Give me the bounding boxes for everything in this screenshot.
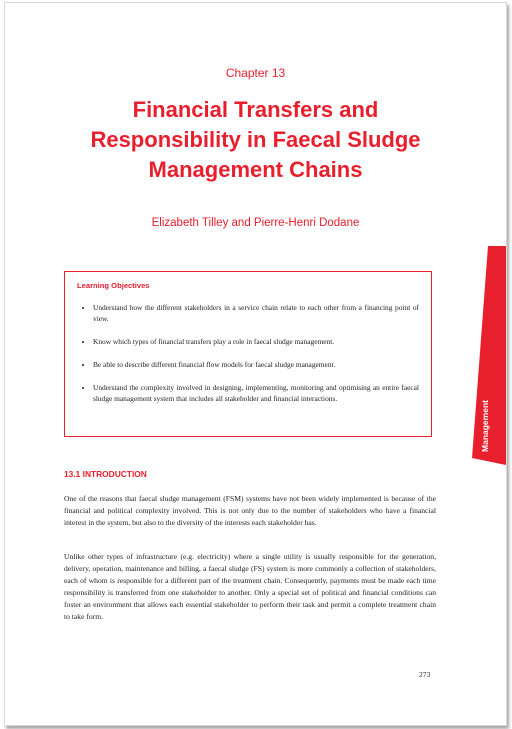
objective-item: • Understand how the different stakeholders in a service chain relate to each other from a financing point of view. <box>93 302 419 324</box>
objective-item: • Be able to describe different financial flow models for faecal sludge management. <box>93 359 419 370</box>
side-tab-label: Management <box>480 400 490 452</box>
body-paragraph: One of the reasons that faecal sludge management (FSM) systems have not been widely implemented is because of the financial and political complexity involved. This is not only due to the number of stakeholders who have a financial interest in the system, but also to the diversity of the interests each stakeholder has. <box>64 494 436 527</box>
document-page <box>4 2 507 726</box>
body-paragraph: Unlike other types of infrastructure (e.g. electricity) where a single utility is usually responsible for the generation, delivery, operation, maintenance and billing, a faecal sludge (FS) system is more commonly a collection of stakeholders, each of whom is responsible for a different part of the treatment chain. Consequently, payments must be made each time responsibility is transferred from one stakeholder to another. Only a special set of political and financial conditions can foster an environment that allows each essential stakeholder to perform their task and permit a complete treatment chain to take form. <box>64 552 436 621</box>
chapter-title-line: Management Chains <box>148 157 363 182</box>
chapter-label: Chapter 13 <box>225 66 286 80</box>
chapter-authors: Elizabeth Tilley and Pierre-Henri Dodane <box>151 217 360 229</box>
page-number: 273 <box>419 670 431 679</box>
objective-item: • Understand the complexity involved in designing, implementing, monitoring and optimising an entire faecal sludge management system that includes all stakeholder and financial interactions. <box>93 382 419 404</box>
learning-objectives-heading: Learning Objectives <box>77 281 150 290</box>
objective-item: • Know which types of financial transfers play a role in faecal sludge management. <box>93 336 419 347</box>
chapter-title-line: Financial Transfers and <box>132 97 379 122</box>
section-heading: 13.1 INTRODUCTION <box>64 469 147 479</box>
chapter-title-line: Responsibility in Faecal Sludge <box>90 127 421 152</box>
